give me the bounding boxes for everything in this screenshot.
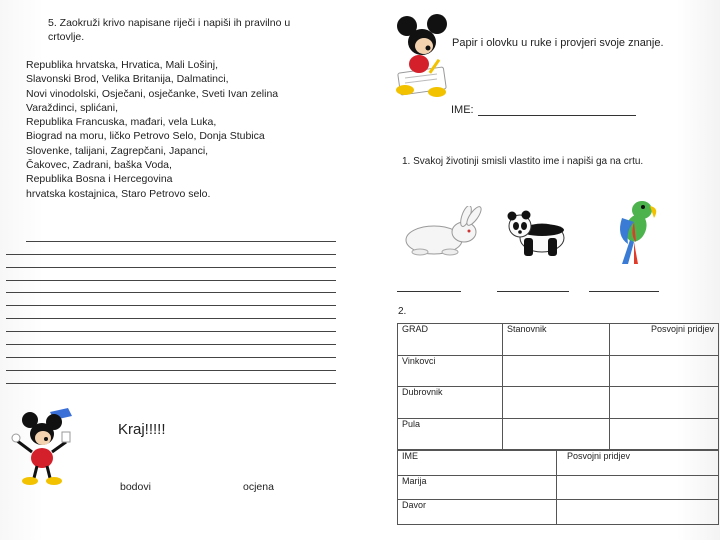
task5-word-list bbox=[26, 58, 278, 201]
answer-line[interactable] bbox=[6, 293, 336, 306]
table-row bbox=[398, 418, 719, 450]
answer-line[interactable] bbox=[6, 281, 336, 294]
table-row bbox=[398, 355, 719, 387]
task5-title: 5. Zaokruži krivo napisane riječi i napiši ih pravilno u crtovlje. bbox=[48, 17, 291, 43]
name-input-line[interactable] bbox=[478, 115, 636, 116]
answer-line[interactable] bbox=[6, 358, 336, 371]
name-label: IME: bbox=[451, 104, 474, 116]
end-text: Kraj!!!!! bbox=[118, 421, 166, 438]
answer-line[interactable] bbox=[26, 229, 336, 242]
table-header: Stanovnik bbox=[503, 324, 610, 356]
answer-line[interactable] bbox=[6, 345, 336, 358]
answer-line[interactable] bbox=[6, 332, 336, 345]
answer-line[interactable] bbox=[6, 255, 336, 268]
table-row bbox=[398, 451, 719, 476]
answer-cell[interactable] bbox=[503, 418, 610, 450]
answer-cell[interactable] bbox=[610, 355, 719, 387]
table-cell: Pula bbox=[398, 418, 503, 450]
answer-cell[interactable] bbox=[610, 418, 719, 450]
word-list-line: Novi vinodolski, Osječani, osječanke, Sveti Ivan zelina bbox=[26, 87, 279, 100]
answer-cell[interactable] bbox=[557, 500, 719, 525]
answer-line[interactable] bbox=[6, 306, 336, 319]
word-list-line: Slavonski Brod, Velika Britanija, Dalmatinci, bbox=[26, 73, 229, 86]
mickey-graduate-icon bbox=[10, 406, 76, 486]
mickey-writing-icon bbox=[393, 14, 451, 98]
word-list-line: Republika hrvatska, Hrvatica, Mali Lošinj, bbox=[26, 59, 218, 71]
answer-cell[interactable] bbox=[610, 387, 719, 419]
task5-answer-lines[interactable] bbox=[6, 229, 336, 384]
word-list-line: Slovenke, talijani, Zagrepčani, Japanci, bbox=[26, 144, 209, 157]
header-instruction: Papir i olovku u ruke i provjeri svoje znanje. bbox=[452, 37, 664, 49]
table-row bbox=[398, 387, 719, 419]
answer-line[interactable] bbox=[6, 371, 336, 384]
animal-name-line-rabbit[interactable] bbox=[397, 291, 461, 292]
task1-text: 1. Svakoj životinji smisli vlastito ime i napiši ga na crtu. bbox=[402, 156, 644, 167]
task2-label: 2. bbox=[398, 306, 407, 317]
answer-line[interactable] bbox=[6, 319, 336, 332]
table-cell: Vinkovci bbox=[398, 355, 503, 387]
table-header: GRAD bbox=[398, 324, 503, 356]
word-list-line: Biograd na moru, ličko Petrovo Selo, Donja Stubica bbox=[26, 130, 265, 143]
animal-name-line-panda[interactable] bbox=[497, 291, 569, 292]
word-list-line: Čakovec, Zadrani, baška Voda, bbox=[26, 159, 172, 172]
word-list-line: Republika Bosna i Hercegovina bbox=[26, 173, 173, 186]
grade-label: ocjena bbox=[243, 481, 274, 493]
word-list-line: Republika Francuska, mađari, vela Luka, bbox=[26, 116, 217, 129]
word-list-line: hrvatska kostajnica, Staro Petrovo selo. bbox=[26, 187, 211, 200]
parrot-icon bbox=[612, 196, 662, 266]
table-row bbox=[398, 475, 719, 500]
rabbit-icon bbox=[400, 206, 484, 256]
panda-icon bbox=[506, 208, 572, 258]
table-row bbox=[398, 500, 719, 525]
answer-line[interactable] bbox=[6, 268, 336, 281]
animal-name-line-parrot[interactable] bbox=[589, 291, 659, 292]
answer-cell[interactable] bbox=[503, 355, 610, 387]
name-table bbox=[397, 450, 719, 525]
points-label: bodovi bbox=[120, 481, 151, 493]
table-row bbox=[398, 324, 719, 356]
answer-cell[interactable] bbox=[557, 475, 719, 500]
table-header: Posvojni pridjev bbox=[557, 451, 719, 476]
city-table bbox=[397, 323, 719, 450]
word-list-line: Varaždinci, splićani, bbox=[26, 101, 119, 114]
table-cell: Davor bbox=[398, 500, 557, 525]
answer-cell[interactable] bbox=[503, 387, 610, 419]
table-header: Posvojni pridjev bbox=[610, 324, 719, 356]
table-cell: Dubrovnik bbox=[398, 387, 503, 419]
table-cell: Marija bbox=[398, 475, 557, 500]
answer-line[interactable] bbox=[6, 242, 336, 255]
table-header: IME bbox=[398, 451, 557, 476]
